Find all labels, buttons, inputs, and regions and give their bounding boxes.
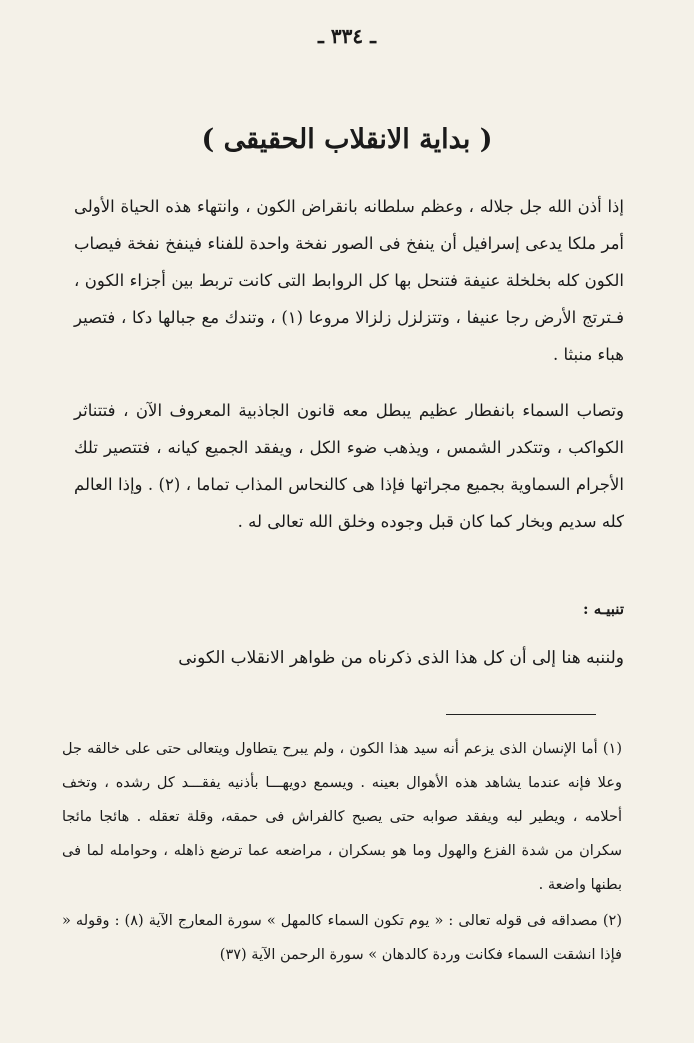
page-number: ـ ٣٣٤ ـ — [318, 24, 376, 48]
footnote: (١) أما الإنسان الذى يزعم أنه سيد هذا الكون ، ولم يبرح يتطاول ويتعالى حتى على خالقه جل وعلا فإنه عندما يشاهد هذه الأهوال بعينه . ويسمع دويهـــا بأذنيه يفقـــد كل رشده ، وتخف أحلامه ، ويطير لبه ويفقد صوابه حتى يصبح كالفراش فى حمقه، وقلة تعقله . هائجا مائجا سكران من شدة الفزع والهول وما هو بسكران ، مراضعه عما ترضع ذاهله ، وحوامله لما فى بطنها واضعة . — [62, 741, 622, 893]
note-text: ولننبه هنا إلى أن كل هذا الذى ذكرناه من ظواهر الانقلاب الكونى — [178, 648, 624, 668]
footnote: (٢) مصداقه فى قوله تعالى : « يوم تكون السماء كالمهل » سورة المعارج الآية (٨) : وقوله « فإذا انشقت السماء فكانت وردة كالدهان » سورة الرحمن الآية (٣٧) — [62, 913, 623, 963]
note-heading: تنبيـه : — [583, 600, 624, 618]
chapter-title: ( بداية الانقلاب الحقيقى ) — [201, 124, 493, 155]
paragraph: وتصاب السماء بانفطار عظيم يبطل معه قانون الجاذبية المعروف الآن ، فتتناثر الكواكب ، وتتكدر الشمس ، ويذهب ضوء الكل ، ويفقد الجميع كيانه ، فتتصير تلك الأجرام السماوية بجميع مجراتها فإذا هى كالنحاس المذاب تماما ، (٢) . وإذا العالم كله سديم وبخار كما كان قبل وجوده وخلق الله تعالى له . — [74, 401, 624, 531]
paragraph: إذا أذن الله جل جلاله ، وعظم سلطانه بانقراض الكون ، وانتهاء هذه الحياة الأولى أمر ملكا يدعى إسرافيل أن ينفخ فى الصور نفخة واحدة للفناء فينفخ نفخة فيصاب الكون كله بخلخلة عنيفة فتنحل بها كل الروابط التى كانت تربط بين أجزاء الكون ، فـترتج الأرض رجا عنيفا ، وتتزلزل زلزالا مروعا (١) ، وتندك مع جبالها دكا ، فتصير هباء منبثا . — [74, 197, 624, 364]
footnote-separator — [446, 714, 596, 715]
